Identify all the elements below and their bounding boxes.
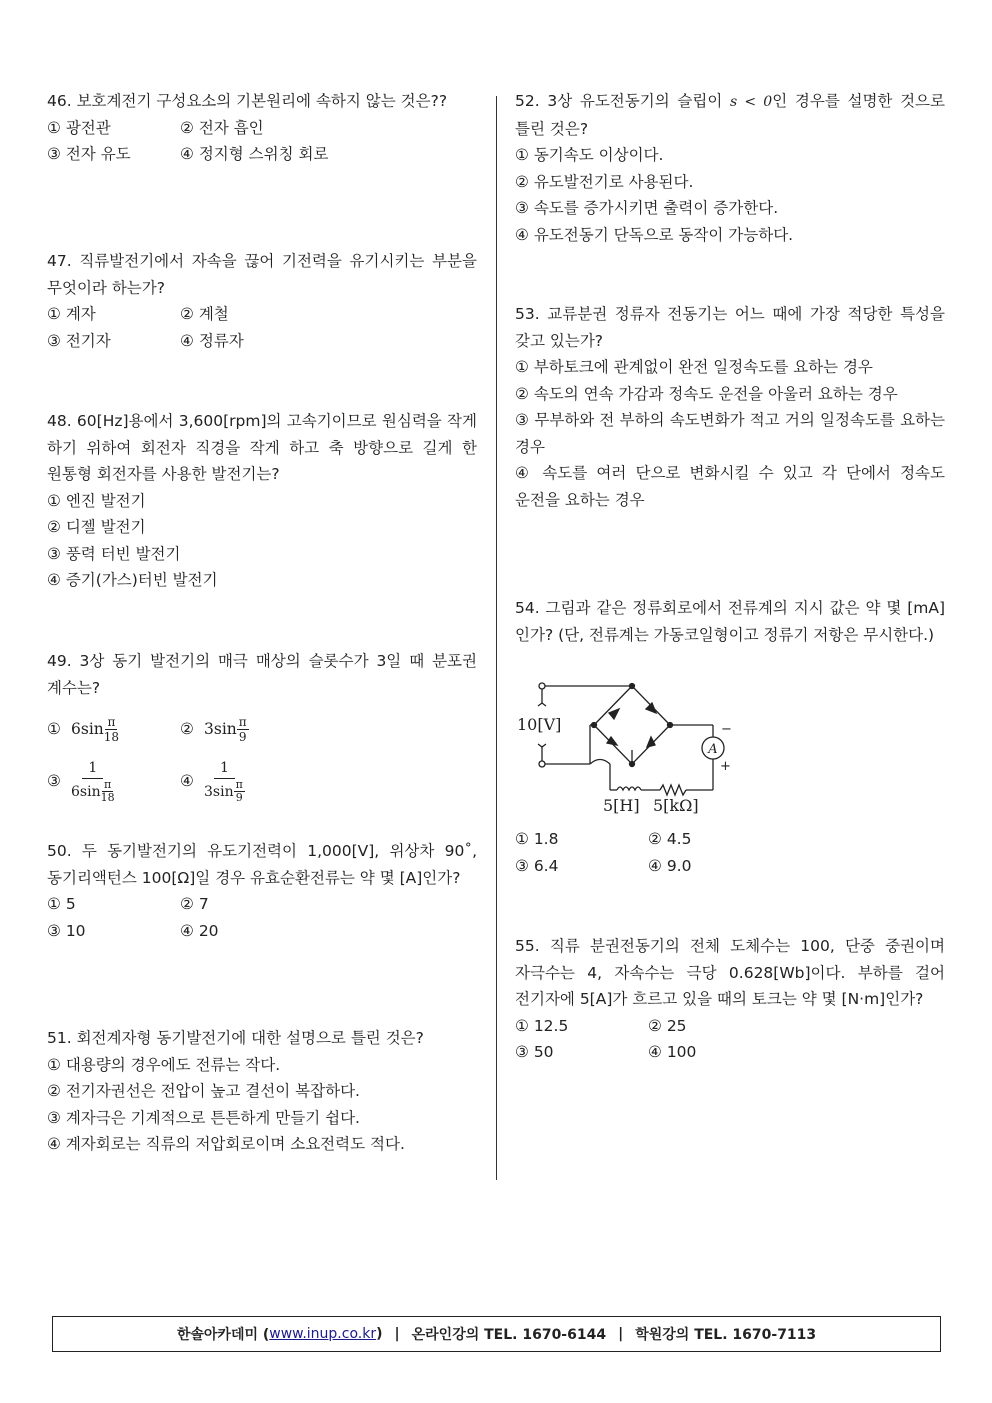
question-46 xyxy=(47,88,477,168)
column-divider xyxy=(496,96,497,1180)
option-4[interactable]: ④ 20 xyxy=(180,921,219,940)
option-4[interactable]: ④ 9.0 xyxy=(648,856,692,875)
option-4[interactable]: ④ 유도전동기 단독으로 동작이 가능하다. xyxy=(515,225,794,244)
offline-phone: 학원강의 TEL. 1670-7113 xyxy=(635,1327,817,1343)
option-3[interactable]: ③ 계자극은 기계적으로 튼튼하게 만들기 쉽다. xyxy=(47,1108,360,1127)
question-49 xyxy=(47,648,477,807)
option-2[interactable]: ② 유도발전기로 사용된다. xyxy=(515,172,694,191)
option-3[interactable]: ③ 속도를 증가시키면 출력이 증가한다. xyxy=(515,199,779,218)
option-1[interactable]: ① 5 xyxy=(47,895,76,913)
option-3[interactable]: ③ 무부하와 전 부하의 속도변화가 적고 거의 일정속도를 요하는 경우 xyxy=(515,411,945,456)
question-48 xyxy=(47,408,477,594)
voltage-label: 10[V] xyxy=(517,715,562,734)
option-4[interactable]: ④ 증기(가스)터빈 발전기 xyxy=(47,571,218,590)
option-3[interactable]: ③ 6.4 xyxy=(515,856,559,875)
academy-name-close: ) xyxy=(376,1326,383,1342)
option-1[interactable]: ① 부하토크에 관계없이 완전 일정속도를 요하는 경우 xyxy=(515,358,873,376)
option-2[interactable]: ② 속도의 연속 가감과 정속도 운전을 아울러 요하는 경우 xyxy=(515,384,898,403)
option-1[interactable]: ① 계자 xyxy=(47,305,96,323)
question-53 xyxy=(515,301,945,513)
option-4[interactable]: ④ 속도를 여러 단으로 변화시킬 수 있고 각 단에서 정속도 운전을 요하는 경우 xyxy=(515,464,945,509)
minus-label: − xyxy=(721,722,732,737)
academy-name: 한솔아카데미 ( xyxy=(176,1327,270,1343)
option-3[interactable]: ③ 전기자 xyxy=(47,331,111,350)
option-3[interactable]: ③ 풍력 터빈 발전기 xyxy=(47,544,181,563)
question-stem: 49. 3상 동기 발전기의 매극 매상의 슬롯수가 3일 때 분포권 계수는? xyxy=(47,652,477,697)
website-link[interactable]: www.inup.co.kr xyxy=(269,1326,377,1342)
question-stem: 47. 직류발전기에서 자속을 끊어 기전력을 유기시키는 부분을 무엇이라 하는가? xyxy=(47,252,477,297)
option-3[interactable]: ③ 50 xyxy=(515,1043,554,1062)
option-1[interactable]: ① 광전관 xyxy=(47,118,111,137)
option-2[interactable]: ② 7 xyxy=(180,895,209,913)
option-1[interactable]: ① 대용량의 경우에도 전류는 작다. xyxy=(47,1055,281,1074)
option-4[interactable]: ④ 1 3sin $\frac{\pi}{9}$ xyxy=(180,760,243,804)
option-1[interactable]: ① 엔진 발전기 xyxy=(47,491,146,510)
option-2[interactable]: ② 전기자권선은 전압이 높고 결선이 복잡하다. xyxy=(47,1082,360,1101)
question-stem: 55. 직류 분권전동기의 전체 도체수는 100, 단중 중권이며 자극수는 4, 자속수는 극당 0.628[Wb]이다. 부하를 걸어 전기자에 5[A]가 흐르고 있을 때의 토크는 약 몇 [N·m]인가? xyxy=(515,937,945,1008)
option-3[interactable]: ③ 전자 유도 xyxy=(47,145,131,164)
option-2[interactable]: ② 디젤 발전기 xyxy=(47,518,146,537)
question-50 xyxy=(47,838,477,944)
option-1[interactable]: ① 12.5 xyxy=(515,1016,569,1035)
option-4[interactable]: ④ 정지형 스위칭 회로 xyxy=(180,145,329,164)
option-2[interactable]: ② 3sin $\frac{\pi}{9}$ xyxy=(180,714,247,744)
option-2[interactable]: ② 계철 xyxy=(180,305,229,323)
online-phone: 온라인강의 TEL. 1670-6144 xyxy=(411,1327,607,1343)
option-4[interactable]: ④ 계자회로는 직류의 저압회로이며 소요전력도 적다. xyxy=(47,1135,405,1154)
option-1[interactable]: ① 1.8 xyxy=(515,830,559,848)
question-stem: 54. 그림과 같은 정류회로에서 전류계의 지시 값은 약 몇 [mA]인가? (단, 전류계는 가동코일형이고 정류기 저항은 무시한다.) xyxy=(515,599,945,644)
question-stem: 53. 교류분권 정류자 전동기는 어느 때에 가장 적당한 특성을 갖고 있는가? xyxy=(515,305,945,350)
option-4[interactable]: ④ 정류자 xyxy=(180,331,244,350)
question-52 xyxy=(515,88,945,248)
question-stem: 50. 두 동기발전기의 유도기전력이 1,000[V], 위상차 90˚, 동기리액턴스 100[Ω]일 경우 유효순환전류는 약 몇 [A]인가? xyxy=(47,842,477,887)
resistor-label: 5[kΩ] xyxy=(653,796,699,815)
ammeter-icon: A xyxy=(708,742,718,757)
separator: | xyxy=(618,1326,624,1342)
option-3[interactable]: ③ 1 6sin $\frac{\pi}{18}$ xyxy=(47,760,115,804)
rectifier-circuit-diagram xyxy=(515,675,745,815)
option-1[interactable]: ① 동기속도 이상이다. xyxy=(515,146,664,164)
footer-bar xyxy=(52,1316,941,1352)
option-2[interactable]: ② 4.5 xyxy=(648,830,692,848)
question-stem: 46. 보호계전기 구성요소의 기본원리에 속하지 않는 것은?? xyxy=(47,92,448,110)
question-55 xyxy=(515,933,945,1066)
option-4[interactable]: ④ 100 xyxy=(648,1043,697,1062)
question-54 xyxy=(515,595,945,648)
option-1[interactable]: ① 6sin $\frac{\pi}{18}$ xyxy=(47,714,120,744)
option-2[interactable]: ② 전자 흡인 xyxy=(180,118,264,137)
question-stem: 52. 3상 유도전동기의 슬립이 s < 0인 경우를 설명한 것으로 틀린 것은? xyxy=(515,92,945,138)
question-47 xyxy=(47,248,477,354)
question-stem: 51. 회전계자형 동기발전기에 대한 설명으로 틀린 것은? xyxy=(47,1029,424,1047)
question-54-options xyxy=(515,826,945,879)
separator: | xyxy=(394,1326,400,1342)
option-3[interactable]: ③ 10 xyxy=(47,921,86,940)
inductor-label: 5[H] xyxy=(603,796,640,815)
question-51 xyxy=(47,1025,477,1158)
question-stem: 48. 60[Hz]용에서 3,600[rpm]의 고속기이므로 원심력을 작게 하기 위하여 회전자 직경을 작게 하고 축 방향으로 길게 한 원통형 회전자를 사용한 발전기는? xyxy=(47,412,477,483)
option-2[interactable]: ② 25 xyxy=(648,1016,687,1035)
plus-label: + xyxy=(720,759,731,774)
